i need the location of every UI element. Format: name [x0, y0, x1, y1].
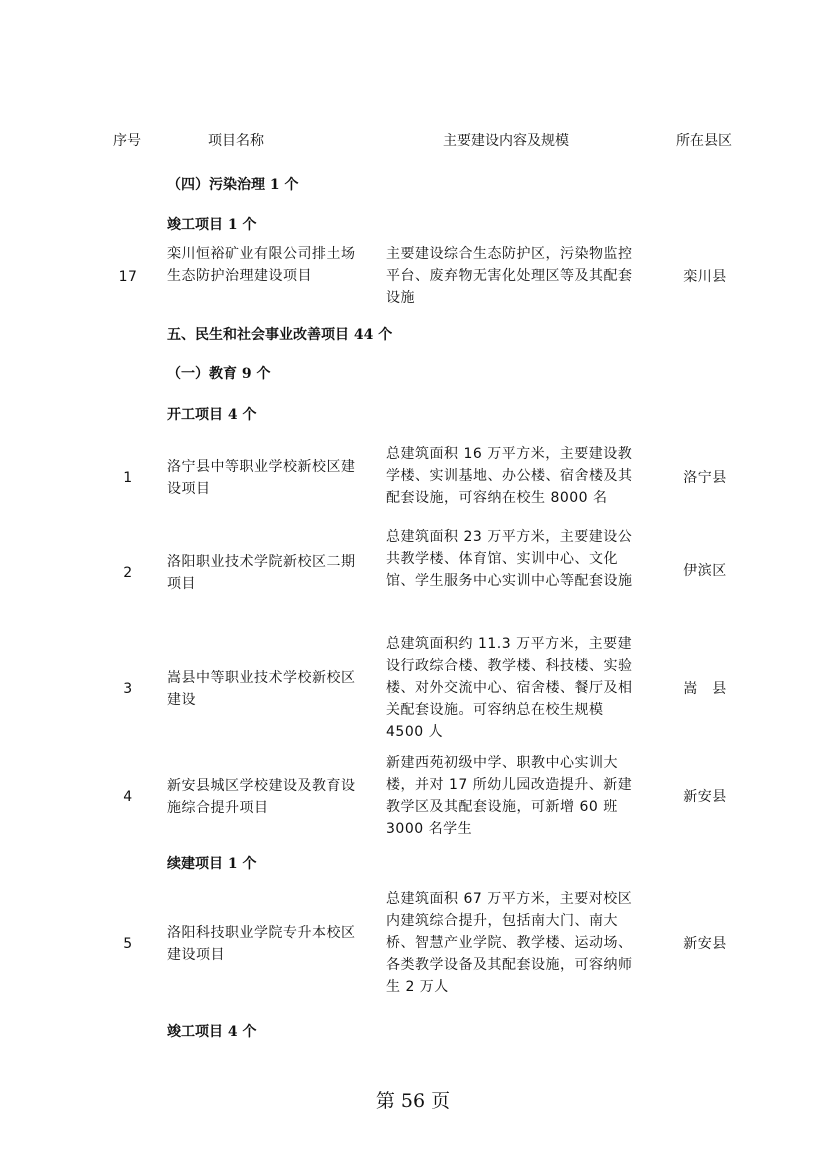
row-project-name: 新安县城区学校建设及教育设施综合提升项目: [167, 778, 356, 816]
row-project-name: 洛阳科技职业学院专升本校区建设项目: [167, 925, 356, 963]
header-index: 序号: [113, 133, 141, 149]
page-number: 第 56 页: [375, 1090, 451, 1112]
row-project-name: 嵩县中等职业技术学校新校区建设: [167, 670, 356, 708]
section-education-heading: （一）教育 9 个: [167, 366, 271, 382]
row-county: 嵩 县: [683, 681, 727, 697]
section-started-4: 开工项目 4 个: [167, 407, 257, 423]
row-county: 新安县: [683, 936, 727, 952]
row-index: 2: [123, 565, 133, 581]
row-content: 新建西苑初级中学、职教中心实训大楼，并对 17 所幼儿园改造提升、新建教学区及其配套设施，可新增 60 班 3000 名学生: [386, 755, 633, 837]
row-index: 17: [118, 269, 138, 285]
row-index: 4: [123, 789, 133, 805]
row-index: 3: [123, 681, 133, 697]
row-index: 5: [123, 936, 133, 952]
row-content: 总建筑面积约 11.3 万平方米，主要建设行政综合楼、教学楼、科技楼、实验楼、对外交流中心、宿舍楼、餐厅及相关配套设施。可容纳总在校生规模 4500 人: [386, 636, 633, 740]
row-county: 新安县: [683, 789, 727, 805]
section-continued-1: 续建项目 1 个: [167, 856, 257, 872]
row-county: 伊滨区: [683, 563, 727, 579]
row-county: 洛宁县: [683, 470, 727, 486]
section-livelihood-heading: 五、民生和社会事业改善项目 44 个: [167, 327, 393, 343]
row-county: 栾川县: [683, 269, 727, 285]
row-content: 总建筑面积 67 万平方米，主要对校区内建筑综合提升，包括南大门、南大桥、智慧产业学院、教学楼、运动场、各类教学设备及其配套设施，可容纳师生 2 万人: [386, 891, 633, 995]
header-project-name: 项目名称: [208, 133, 264, 149]
section-pollution-heading: （四）污染治理 1 个: [167, 177, 299, 193]
section-completed-4: 竣工项目 4 个: [167, 1024, 257, 1040]
header-county: 所在县区: [676, 133, 732, 149]
row-index: 1: [123, 470, 133, 486]
row-content: 主要建设综合生态防护区，污染物监控平台、废弃物无害化处理区等及其配套设施: [386, 246, 633, 306]
header-content: 主要建设内容及规模: [443, 133, 569, 149]
row-project-name: 栾川恒裕矿业有限公司排土场生态防护治理建设项目: [167, 246, 356, 284]
row-project-name: 洛宁县中等职业学校新校区建设项目: [167, 459, 356, 497]
row-content: 总建筑面积 16 万平方米，主要建设教学楼、实训基地、办公楼、宿舍楼及其配套设施，可容纳在校生 8000 名: [386, 446, 633, 506]
row-content: 总建筑面积 23 万平方米，主要建设公共教学楼、体育馆、实训中心、文化馆、学生服务中心实训中心等配套设施: [386, 529, 633, 589]
section-completed-1: 竣工项目 1 个: [167, 217, 257, 233]
row-project-name: 洛阳职业技术学院新校区二期项目: [167, 554, 356, 592]
